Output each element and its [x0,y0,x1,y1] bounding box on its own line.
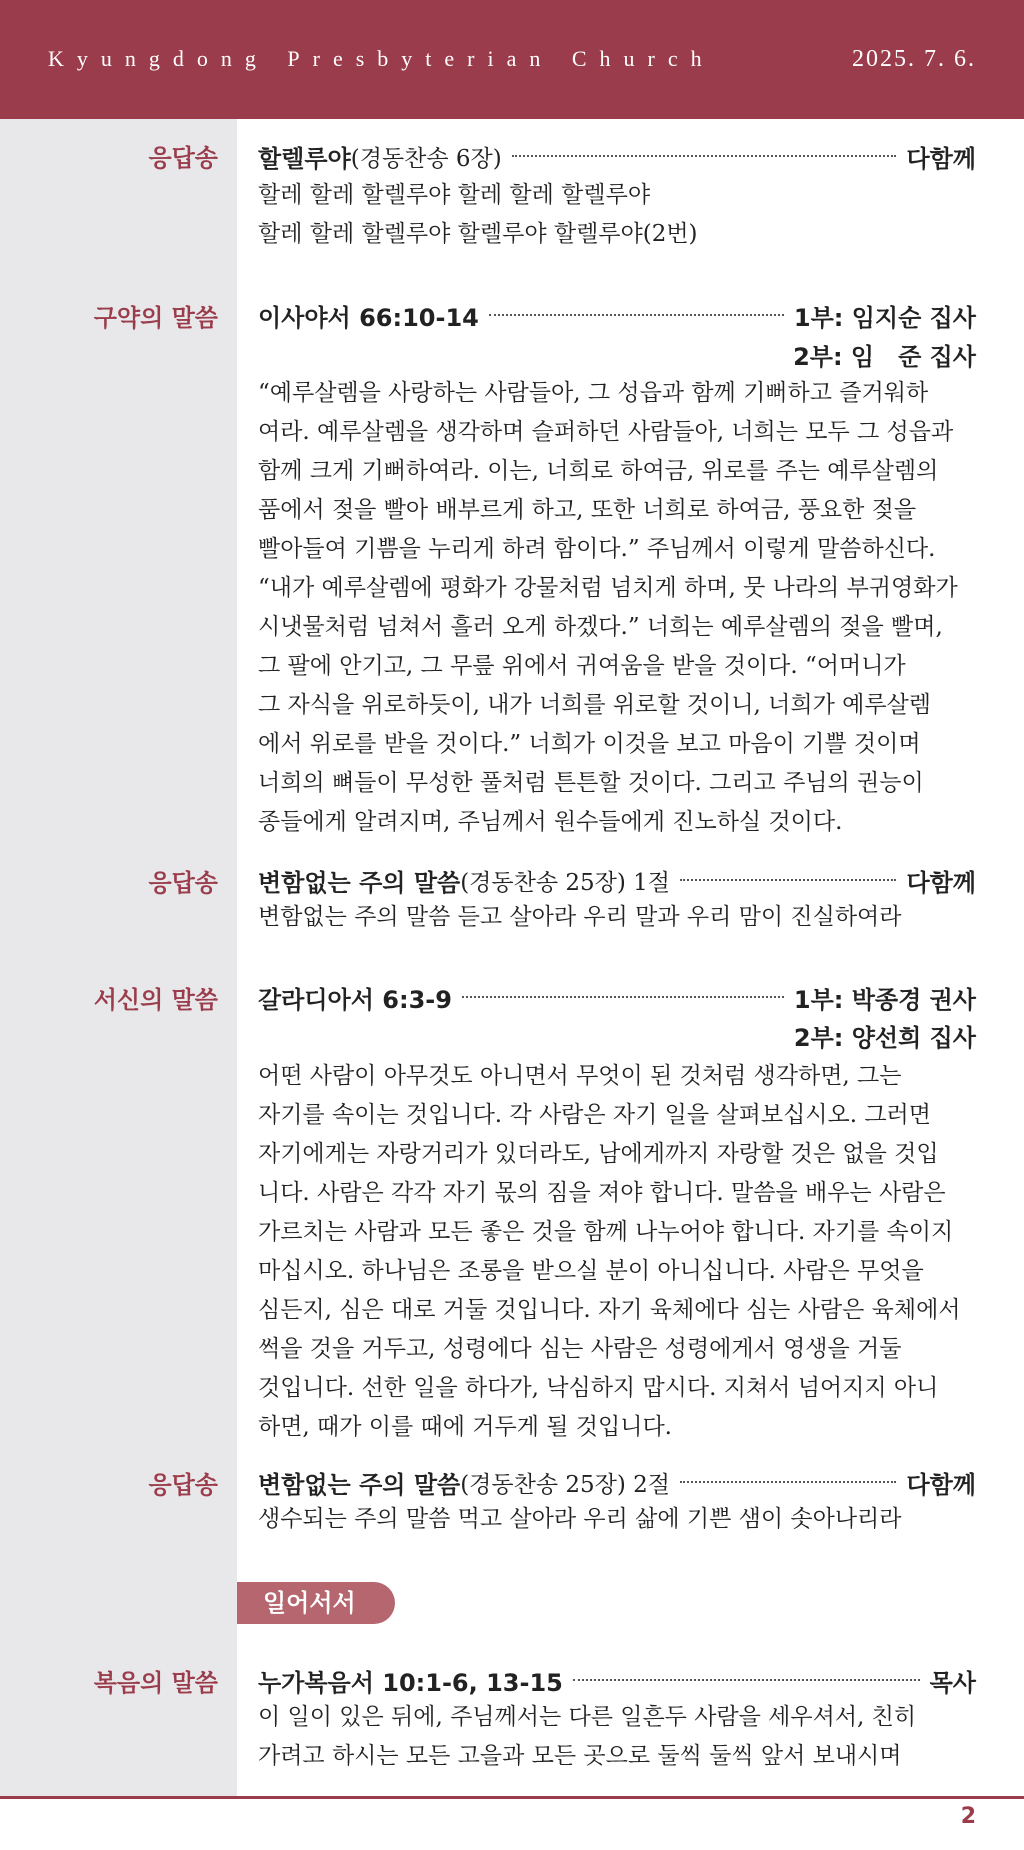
text-line: 그 자식을 위로하듯이, 내가 너희를 위로할 것이니, 너희가 예루살렘 [258,692,931,718]
section-label-response: 응답송 [148,869,218,897]
dotted-leader [512,155,897,157]
reader: 목사 [929,1668,976,1697]
scripture-reference: 갈라디아서 6:3-9 [258,985,452,1014]
hymn-lyrics [258,1500,976,1539]
section-label-response: 응답송 [148,144,218,172]
lyric-line: 할레 할레 할렐루야 할렐루야 할렐루야(2번) [258,221,698,247]
text-line: 니다. 사람은 각각 자기 몫의 짐을 져야 합니다. 말씀을 배우는 사람은 [258,1180,946,1206]
section-label-epistle: 서신의 말씀 [93,986,218,1014]
text-line: 종들에게 알려지며, 주님께서 원수들에게 진노하실 것이다. [258,809,843,835]
text-line: 빨아들여 기쁨을 누리게 하려 함이다.” 주님께서 이렇게 말씀하신다. [258,536,936,562]
text-line: 에서 위로를 받을 것이다.” 너희가 이것을 보고 마음이 기쁠 것이며 [258,731,921,757]
reader-first-service: 1부: 임지순 집사 [793,303,976,332]
lyric-line: 변함없는 주의 말씀 듣고 살아라 우리 말과 우리 맘이 진실하여라 [258,904,902,930]
text-line: 가르치는 사람과 모든 좋은 것을 함께 나누어야 합니다. 자기를 속이지 [258,1219,954,1245]
text-line: 하면, 때가 이를 때에 거두게 될 것입니다. [258,1414,672,1440]
text-line: 이 일이 있은 뒤에, 주님께서는 다른 일흔두 사람을 세우셔서, 친히 [258,1704,917,1730]
lyric-line: 할레 할레 할렐루야 할레 할레 할렐루야 [258,182,651,208]
scripture-reference: 누가복음서 10:1-6, 13-15 [258,1668,563,1697]
scripture-heading [258,977,976,1017]
hymn-number: (경동찬송 25장) 2절 [460,1471,670,1498]
text-line: 썩을 것을 거두고, 성령에다 심는 사람은 성령에게서 영생을 거둘 [258,1336,902,1362]
scripture-heading [258,1660,976,1700]
hymn-heading [258,860,976,900]
scripture-text [258,374,976,842]
hymn-title: 변함없는 주의 말씀 [258,1470,461,1499]
scripture-text [258,1057,976,1447]
scripture-reference: 이사야서 66:10-14 [258,303,479,332]
footer-divider [0,1796,1024,1799]
scripture-heading [258,295,976,335]
text-line: 어떤 사람이 아무것도 아니면서 무엇이 된 것처럼 생각하면, 그는 [258,1063,902,1089]
text-line: 심든지, 심은 대로 거둘 것입니다. 자기 육체에다 심는 사람은 육체에서 [258,1297,961,1323]
text-line: 자기를 속이는 것입니다. 각 사람은 자기 일을 살펴보십시오. 그러면 [258,1102,931,1128]
hymn-heading [258,136,976,176]
hymn-number: (경동찬송 6장) [350,145,502,172]
left-sidebar [0,119,237,1796]
text-line: “내가 예루살렘에 평화가 강물처럼 넘치게 하며, 뭇 나라의 부귀영화가 [258,575,958,601]
stand-up-badge: 일어서서 [237,1582,395,1624]
text-line: “예루살렘을 사랑하는 사람들아, 그 성읍과 함께 기뻐하고 즐거워하 [258,380,929,406]
text-line: 시냇물처럼 넘쳐서 흘러 오게 하겠다.” 너희는 예루살렘의 젖을 빨며, [258,614,943,640]
hymn-lyrics [258,176,976,254]
text-line: 마십시오. 하나님은 조롱을 받으실 분이 아니십니다. 사람은 무엇을 [258,1258,924,1284]
scripture-text [258,1698,976,1776]
section-label-old-testament: 구약의 말씀 [93,304,218,332]
page-number: 2 [960,1804,976,1829]
dotted-leader [462,996,784,998]
text-line: 것입니다. 선한 일을 하다가, 낙심하지 맙시다. 지쳐서 넘어지지 아니 [258,1375,939,1401]
hymn-lyrics [258,898,976,937]
hymn-number: (경동찬송 25장) 1절 [460,869,670,896]
hymn-title: 변함없는 주의 말씀 [258,868,461,897]
text-line: 품에서 젖을 빨아 배부르게 하고, 또한 너희로 하여금, 풍요한 젖을 [258,497,917,523]
text-line: 그 팔에 안기고, 그 무릎 위에서 귀여움을 받을 것이다. “어머니가 [258,653,906,679]
performer: 다함께 [906,144,976,173]
hymn-heading [258,1462,976,1502]
church-name: Kyungdong Presbyterian Church [48,46,715,71]
dotted-leader [680,879,896,881]
bulletin-date: 2025. 7. 6. [852,46,976,72]
text-line: 여라. 예루살렘을 생각하며 슬퍼하던 사람들아, 너희는 모두 그 성읍과 [258,419,954,445]
text-line: 자기에게는 자랑거리가 있더라도, 남에게까지 자랑할 것은 없을 것입 [258,1141,939,1167]
lyric-line: 생수되는 주의 말씀 먹고 살아라 우리 삶에 기쁜 샘이 솟아나리라 [258,1506,902,1532]
dotted-leader [680,1481,896,1483]
text-line: 가려고 하시는 모든 고을과 모든 곳으로 둘씩 둘씩 앞서 보내시며 [258,1743,902,1769]
section-label-gospel: 복음의 말씀 [93,1669,218,1697]
reader-second-service: 2부: 임 준 집사 [793,343,976,371]
header-bar [0,0,1024,119]
reader-second-service: 2부: 양선희 집사 [793,1024,976,1052]
text-line: 너희의 뼈들이 무성한 풀처럼 튼튼할 것이다. 그리고 주님의 권능이 [258,770,924,796]
section-label-response: 응답송 [148,1471,218,1499]
hymn-title: 할렐루야 [258,144,351,173]
dotted-leader [489,314,784,316]
performer: 다함께 [906,868,976,897]
text-line: 함께 크게 기뻐하여라. 이는, 너희로 하여금, 위로를 주는 예루살렘의 [258,458,939,484]
performer: 다함께 [906,1470,976,1499]
dotted-leader [573,1679,920,1681]
reader-first-service: 1부: 박종경 권사 [793,985,976,1014]
